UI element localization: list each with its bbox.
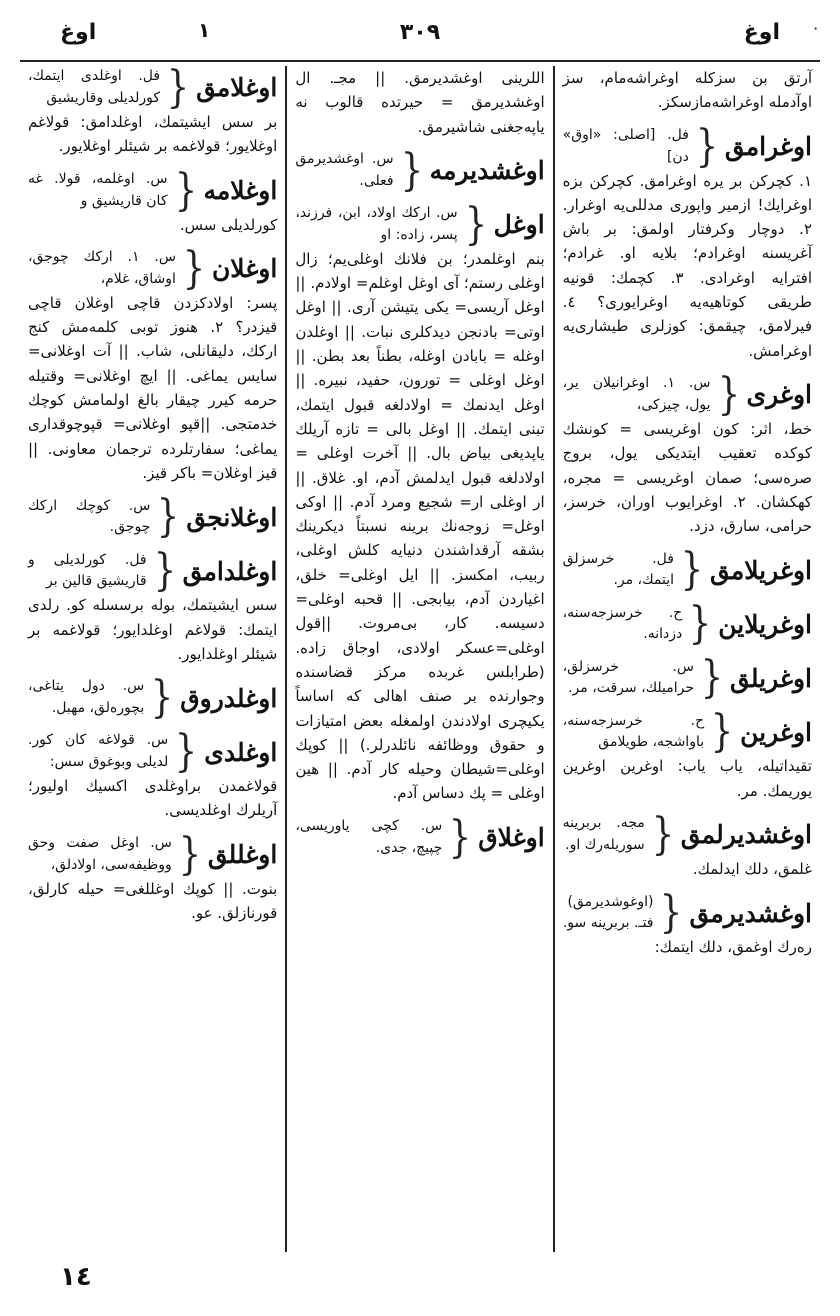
column-left [20,66,285,1252]
headword: اوغریلق [730,663,812,693]
continued-text: اللرینی اوغشدیرمق. || مجـ. ال اوغشدیرمق = حیرتده قالوب نه یاپه‌جغنی شاشیرمق. [295,69,545,136]
dictionary-entry [562,368,813,538]
dictionary-entry [27,726,278,823]
entry-grammar-label: س. دول یتاغی، بچوره‌لق، مهبل. [27,678,145,717]
signature-mark: ١٤ [60,1262,92,1292]
entry-definition: بنوت. || کوپك اوغللغی= حیله کارلق، قورنازلق. عو. [27,879,278,923]
headword: اوغریلامق [709,555,812,585]
entry-head [562,706,812,758]
headword: اوغرامق [724,131,812,161]
dictionary-entry [27,242,278,485]
headword: اوغلدروق [180,683,278,713]
dictionary-entry [27,545,278,666]
entry-definition: خط، اثر: کون اوغریسی = کونشك کوکده تعقیب ایتدیکی یول، بروج صره‌سی؛ صمان اوغریسی = مجره، کهکشان. ٢. اوغرایوب اوران، خرسز، حرامی، سارق، دزد. [562,419,813,536]
dictionary-entry [295,144,545,196]
entry-head [562,652,812,704]
entry-head [562,544,812,596]
brace-glyph: { [449,811,472,863]
dictionary-entry [27,491,278,543]
brace-glyph: { [151,672,174,724]
entry-head [562,120,812,172]
brace-glyph: { [651,809,674,861]
header-rule [20,60,820,62]
entry-definition: بنم اوغلمدر؛ بن فلانك اوغلی‌یم؛ زال اوغلی رستم؛ آی اوغل اوغلم= اولادم. || اوغل آریسی= یکی یتیشن آری. || اوغل اوتی= بادنجن دیدکلری نبات. || اوغلدن اوغله = بابادن اوغله، بطناً بعد بطن. || اوغل اوغلی = تورون، حفید، نبیره. || اوغل ایدنمك = اولادلغه قبول ایتمك، تبنی ایتمك. || اوغل بالی = تازه آریلك یاپدیغی بیاض بال. || آخرت اوغلی = اولادلغه قبول ایدلمش آدم، او. غلاق. || ار اوغلی ار= شجیع ومرد آدم. || اوکی اوغل= زوجه‌نك برینه نسبتاً دیکرینك بشقه آرقداشندن دنیایه کلش اوغلی، ربیب، امکسز. || ایل اوغلی= خلق، اغیاردن آدم، بیابجی. || قحبه اوغلی= دسیسه. کار، بی‌مروت. ||قول اوغلی=عسکر اولادی، اوجاق زاده. (طرابلس غربده مرکز قضاسنده وجوارنده بر صنف اهالی که اساساً یکیچری اولادندن اولمغله بعض امتیازات و حقوق ووظائفه نائلدرلر.) || کوپك اوغلی=شیطان وحیله کار آدم. || هین اوغلی = پك دساس آدم. [295,249,545,803]
entry-definition: قولاغمدن براوغلدی اکسیك اولیور؛ آریلرك اوغلدیسی. [27,777,278,820]
entry-head [27,726,278,778]
page-number: ٣٠٩ [399,20,441,45]
brace-glyph: { [157,491,180,543]
dictionary-entry [28,66,277,159]
entry-definition: بر سس ایشیتمك، اوغلدامق: قولاغم اوغلایور؛ قولاغمه بر شیئلر اوغلایور. [27,113,278,156]
entry-grammar-label: س. اوغشدیرمق فعلی. [295,151,394,189]
brace-glyph: { [695,120,719,172]
entry-definition: ١. کچرکن بر یره اوغرامق. کچرکن بزه اوغرایك! ازمیر واپوری مدللی‌یه اوغرار. ٢. دوچار وکرفتار اولمق: بر باش آغریسنه اوغرادم؛ بلایه او. غرادم؛ افترایه اوغرادی. ٣. کچمك: قونیه طریقی کوتاهیه‌یه اوغرایوری؟ ٤. فیرلامق، چیقمق: کوزلری طیشاری‌یه اوغرامش. [562,171,812,360]
headword: اوغلاق [478,823,545,853]
entry-grammar-label: فل. اوغلدی ایتمك، کورلدیلی وقاریشیق [27,68,161,106]
entry-grammar-label: ح. خرسزجه‌سنه، باواشجه، طویلامق [562,712,705,751]
brace-glyph: { [710,706,734,758]
entry-grammar-label: فل. [اصلی: «اوق» دن] [562,126,689,165]
entry-head [27,828,278,880]
entry-grammar-label: س. کچی یاوریسی، چپیچ، جدی. [295,818,443,856]
entry-head [27,164,278,216]
entry-grammar-label: س. ارکك اولاد، ابن، فرزند، پسر، زاده: او [295,205,458,243]
header-left-mark: ١ [198,18,211,42]
entry-grammar-label: فل. کورلدیلی و قاریشیق قالین بر [27,551,147,590]
entry-definition: پسر: اولادکزدن قاچی اوغلان قاچی قیزدر؟ ٢. هنوز توبی کلمه‌مش کنج ارکك، دلیقانلی، شاب. || آت اوغلانی= سایس یماغی. || ایچ اوغلانی= وقتیله حرمه کیرر چیقار بالغ اولمامش کوچك خدمتجی. ||قپو اوغلانی= قپوچوقداری یماغی؛ سفارتلرده ترجمان معاونی. || قیز اوغلان= باکر قیز. [27,293,278,482]
brace-glyph: { [680,544,704,596]
headword: اوغلامق [196,73,278,103]
entry-grammar-label: س. ١. اوغرانیلان یر، یول، چیزکی، [562,375,711,413]
headword: اوغلامه [203,175,278,205]
headword: اوغلانجق [186,502,278,532]
dictionary-entry [295,198,545,806]
headword: اوغلدامق [182,556,278,586]
brace-glyph: { [400,144,423,196]
entry-head [562,809,812,861]
dictionary-entry [295,811,545,863]
page-header [20,14,820,56]
column-right [555,66,820,1252]
dictionary-entry [562,706,812,803]
entry-grammar-label: س. قولاغه کان کور. لدیلی وبوغوق سس: [27,732,169,771]
entry-head [295,198,545,250]
dictionary-entry [562,809,812,881]
headword: اوغریلاین [718,609,812,639]
entry-definition: کورلدیلی سس. [179,215,278,234]
entry-head [295,811,545,863]
header-guide-word-left: اوغ [60,20,97,45]
headword: اوغرین [740,717,812,747]
entry-grammar-label: س. خرسزلق، حرامیلك، سرقت، مر. [562,658,695,697]
entry-definition: سس ایشیتمك، بوله برسسله کو. رلدی ایتمك: قولاغم اوغلدایور؛ قولاغمه بر شیئلر اوغلدایور. [27,596,278,663]
entry-head [562,368,812,420]
entry-definition: غلمق، دلك ایدلمك. [692,860,812,879]
dictionary-entry [562,120,812,363]
brace-glyph: { [153,545,176,597]
dictionary-entry [27,828,278,926]
entry-grammar-label: س. اوغلمه، قولا. غه کان قاریشیق و [27,170,168,209]
brace-glyph: { [182,242,206,294]
headword: اوغشدیرمه [429,156,545,186]
brace-glyph: { [175,726,198,778]
continued-text: آرتق بن سزکله اوغراشه‌مام، سز اوآدمله اوغراشه‌مازسکز. [562,69,812,112]
entry-head [562,598,812,650]
columns-container [20,66,820,1252]
dictionary-entry [562,887,812,959]
entry-definition: ره‌رك اوغمق، دلك ایتمك: [654,938,812,957]
brace-glyph: { [660,887,683,939]
headword: اوغری [746,380,812,410]
brace-glyph: { [174,164,197,216]
brace-glyph: { [178,828,202,880]
entry-head [27,66,278,113]
entry-head [27,545,278,597]
entry-grammar-label: مجه. بربرینه سوریله‌رك او. [562,815,645,854]
header-right-mark: ٠ [811,18,820,37]
brace-glyph: { [700,652,724,704]
entry-definition: تقیداتیله، یاب یاب: اوغرین اوغرین یوریمك. مر. [562,757,812,800]
entry-grammar-label: فل. خرسزلق ایتمك، مر. [562,550,674,589]
headword: اوغل [493,210,545,240]
headword: اوغشدیرمق [689,898,812,928]
dictionary-entry [562,598,812,650]
entry-head [295,144,545,196]
entry-grammar-label: س. اوغل صفت وحق ووظیفه‌سی، اولادلق، [27,835,172,873]
brace-glyph: { [166,66,190,113]
column-middle [287,66,552,1252]
brace-glyph: { [464,198,487,250]
dictionary-entry [27,164,278,237]
entry-head [27,672,278,724]
headword: اوغشدیرلمق [680,820,812,850]
entry-grammar-label: س. ١. ارکك چوجق، اوشاق، غلام، [27,249,176,287]
entry-head [27,242,278,294]
entry-head [27,491,278,543]
dictionary-entry [562,544,812,596]
header-guide-word-right: اوغ [743,20,780,45]
headword: اوغللق [207,840,278,870]
entry-grammar-label: س. کوچك ارکك چوجق. [27,497,151,536]
entry-grammar-label: (اوغوشدیرمق) فتـ. بربرینه سو. [562,893,654,932]
brace-glyph: { [717,368,740,420]
headword: اوغلان [211,254,278,284]
dictionary-entry [27,672,278,724]
dictionary-entry [562,652,812,704]
entry-grammar-label: ح. خرسزجه‌سنه، دزدانه. [562,604,683,643]
headword: اوغلدی [204,737,278,767]
brace-glyph: { [689,598,712,650]
entry-head [562,887,812,939]
